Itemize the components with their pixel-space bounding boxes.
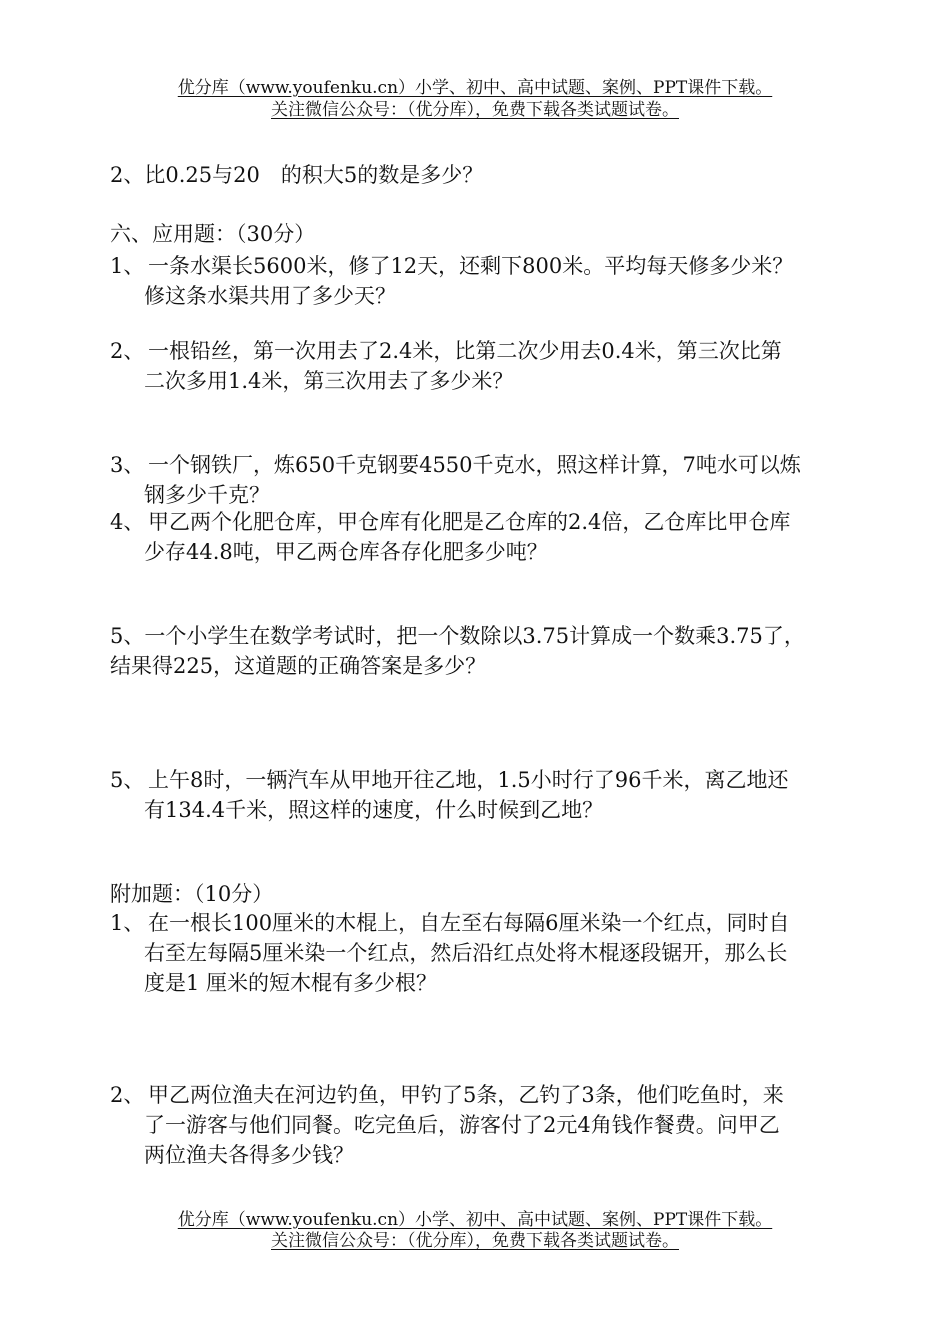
- question-text: 一根铅丝，第一次用去了2.4米，比第二次少用去0.4米，第三次比第: [148, 339, 782, 363]
- question-number: 1、: [110, 911, 145, 935]
- question-number: 2、: [110, 339, 145, 363]
- question-text: 在一根长100厘米的木棍上，自左至右每隔6厘米染一个红点，同时自: [148, 911, 790, 935]
- question-text: 两位渔夫各得多少钱？: [144, 1143, 354, 1167]
- question-number: 2、: [110, 1083, 145, 1107]
- question-text: 钢多少千克？: [144, 483, 270, 507]
- question-text: 了一游客与他们同餐。吃完鱼后，游客付了2元4角钱作餐费。问甲乙: [144, 1113, 780, 1137]
- question-text: 修这条水渠共用了多少天？: [144, 284, 396, 308]
- question-text: 右至左每隔5厘米染一个红点，然后沿红点处将木棍逐段锯开，那么长: [144, 941, 788, 965]
- question-text: 少存44.8吨，甲乙两仓库各存化肥多少吨？: [144, 540, 548, 564]
- question-number: 3、: [110, 453, 145, 477]
- question-text: 一条水渠长5600米，修了12天，还剩下800米。平均每天修多少米？: [148, 254, 794, 278]
- calc-question-2: 2、比0.25与20 的积大5的数是多少？: [110, 163, 484, 187]
- page-header-line-2: 关注微信公众号：（优分库），免费下载各类试题试卷。: [271, 100, 679, 120]
- section-title-application: 六、应用题：（30分）: [110, 222, 316, 246]
- question-text: 上午8时，一辆汽车从甲地开往乙地，1.5小时行了96千米，离乙地还: [148, 768, 789, 792]
- question-number: 1、: [110, 254, 145, 278]
- page-footer-line-1: 优分库（www.youfenku.cn）小学、初中、高中试题、案例、PPT课件下载。: [177, 1210, 773, 1230]
- question-text: 有134.4千米，照这样的速度，什么时候到乙地？: [144, 798, 604, 822]
- question-text: 5、一个小学生在数学考试时，把一个数除以3.75计算成一个数乘3.75了，: [110, 624, 805, 648]
- page-footer-line-2: 关注微信公众号：（优分库），免费下载各类试题试卷。: [271, 1231, 679, 1251]
- section-title-bonus: 附加题：（10分）: [110, 882, 274, 906]
- page-header-line-1: 优分库（www.youfenku.cn）小学、初中、高中试题、案例、PPT课件下载。: [177, 78, 773, 98]
- question-text: 甲乙两个化肥仓库，甲仓库有化肥是乙仓库的2.4倍，乙仓库比甲仓库: [148, 510, 791, 534]
- question-text: 一个钢铁厂，炼650千克钢要4550千克水，照这样计算，7吨水可以炼: [148, 453, 801, 477]
- question-text: 度是1 厘米的短木棍有多少根？: [144, 971, 438, 995]
- question-number: 4、: [110, 510, 145, 534]
- question-text: 结果得225，这道题的正确答案是多少？: [110, 654, 487, 678]
- question-text: 甲乙两位渔夫在河边钓鱼，甲钓了5条，乙钓了3条，他们吃鱼时，来: [148, 1083, 784, 1107]
- question-text: 二次多用1.4米，第三次用去了多少米？: [144, 369, 514, 393]
- question-number: 5、: [110, 768, 145, 792]
